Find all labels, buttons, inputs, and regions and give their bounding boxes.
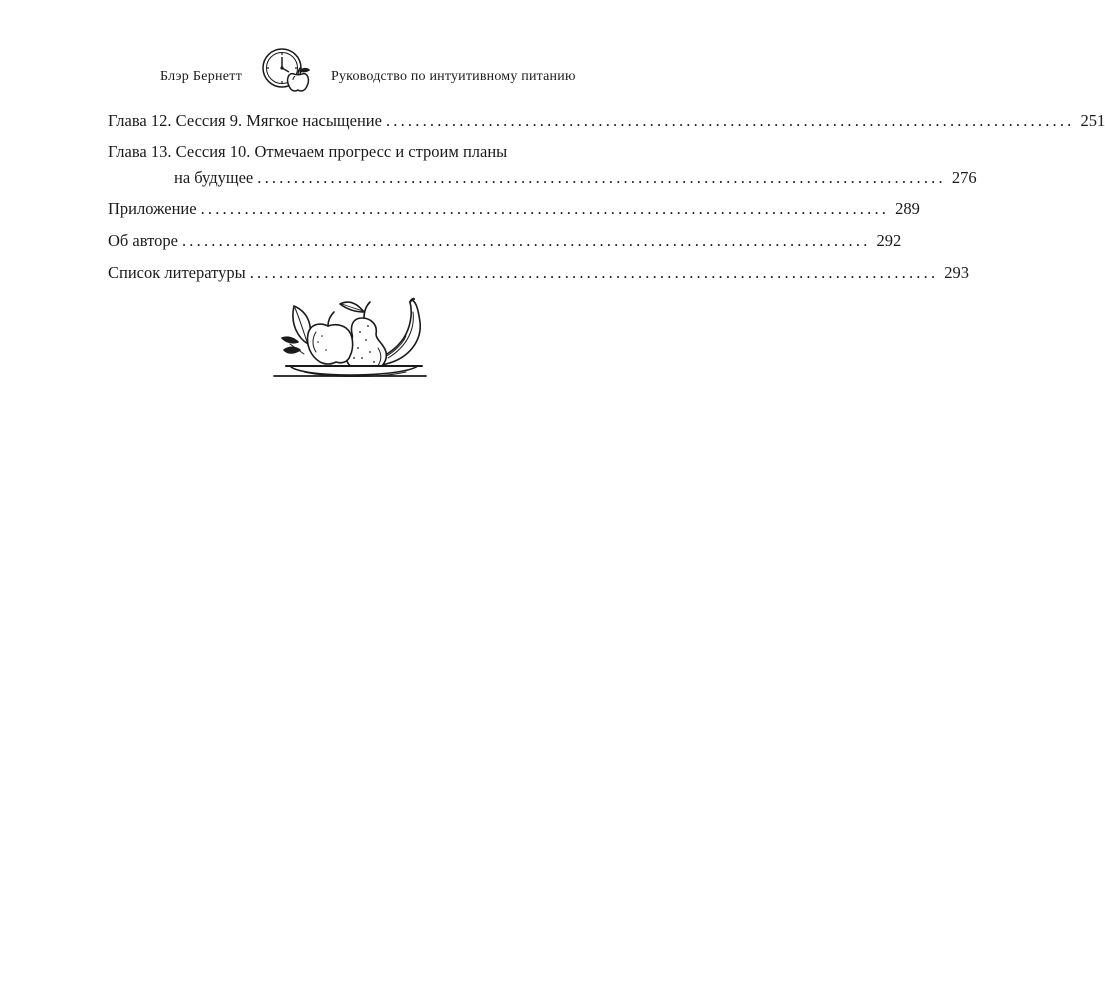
toc-leader-dots: ..............................................................................................: [385, 111, 1075, 130]
toc-entry-title-continuation: на будущее: [174, 168, 254, 187]
toc-leader-dots: ..............................................................................................: [249, 263, 939, 282]
toc-entry[interactable]: [108, 139, 977, 191]
toc-page-number: 276: [951, 168, 977, 187]
toc-entry-title: Глава 13. Сессия 10. Отмечаем прогресс и строим планы: [108, 142, 508, 161]
clock-apple-icon: [258, 44, 320, 100]
toc-entry-title: Об авторе: [108, 231, 178, 250]
header-book-title: Руководство по интуитивному питанию: [331, 69, 576, 84]
page-header: [0, 44, 694, 100]
toc-entry[interactable]: [108, 228, 902, 254]
table-of-contents: [108, 108, 1105, 286]
toc-entry-title: Список литературы: [108, 263, 246, 282]
toc-entry[interactable]: [108, 108, 1105, 134]
fruit-bowl-icon: [270, 292, 430, 384]
toc-leader-dots: ..............................................................................................: [200, 199, 890, 218]
toc-page-number: 289: [895, 199, 920, 218]
toc-entry[interactable]: [108, 196, 920, 222]
toc-entry-title: Глава 12. Сессия 9. Мягкое насыщение: [108, 111, 382, 130]
toc-leader-dots: ..............................................................................................: [257, 168, 946, 187]
toc-entry[interactable]: [108, 260, 970, 286]
toc-entry-title: Приложение: [108, 199, 197, 218]
header-author: Блэр Бернетт: [160, 69, 243, 84]
toc-page-number: 251: [1080, 111, 1105, 130]
toc-leader-dots: ..............................................................................................: [181, 231, 871, 250]
toc-page-number: 293: [944, 263, 970, 282]
toc-page-number: 292: [876, 231, 902, 250]
